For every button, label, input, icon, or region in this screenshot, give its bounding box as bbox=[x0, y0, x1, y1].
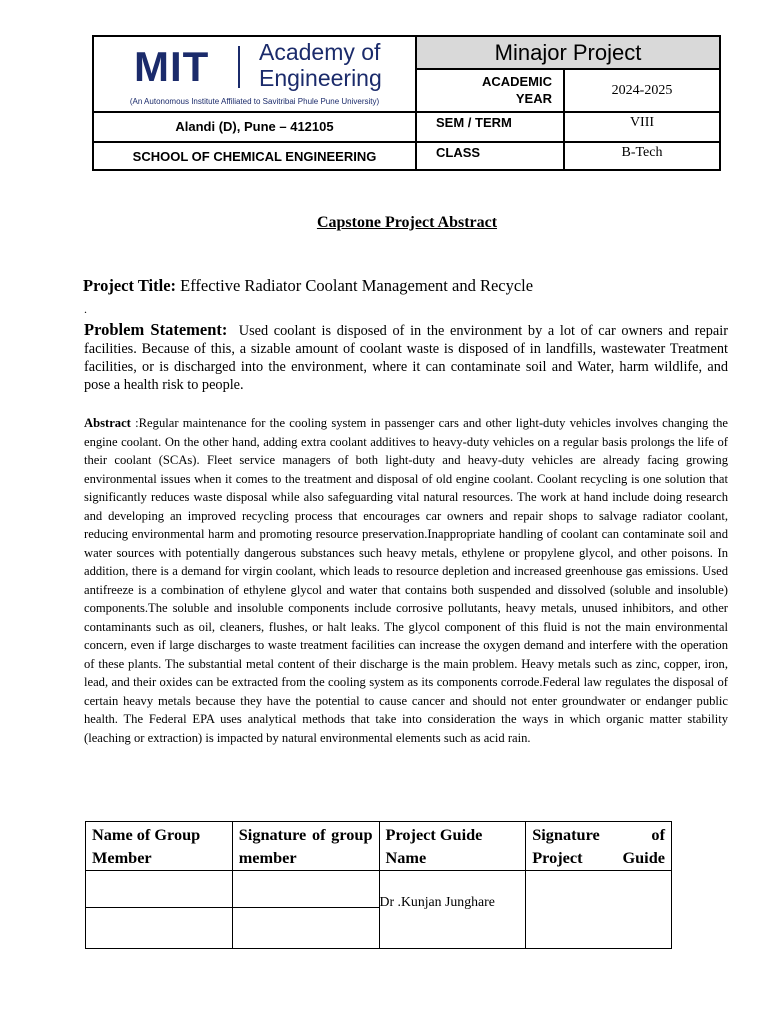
member-name-cell[interactable] bbox=[86, 871, 233, 908]
class-value: B-Tech bbox=[621, 145, 663, 160]
problem-statement bbox=[84, 321, 728, 394]
divider bbox=[563, 68, 565, 171]
logo-mit-text: MIT bbox=[134, 43, 210, 90]
signature-table bbox=[85, 821, 672, 949]
abstract-text: :Regular maintenance for the cooling system in passenger cars and other light-duty vehicles involves changing the engine coolant. On the other hand, adding extra coolant additives to heavy-duty vehicles on a regular basis prolongs the life of their coolant (SCAs). Fleet service managers of both light-duty and heavy-duty vehicles are already facing growing environmental issues when it comes to the treatment and disposal of old engine coolant. Coolant recycling is one solution that significantly reduces waste disposal while also safeguarding vital natural resources. The work at hand include doing research and developing an improved recycling process that encourages car owners and repair shops to salvage radiator coolant, reducing environmental harm and promoting resource preservation.Inappropriate handling of coolant can contaminate soil and water sources with potentially dangerous substances such heavy metals, ethylene or propylene glycol, and other poisons. In addition, there is a demand for virgin coolant, which leads to resource depletion and increased greenhouse gas emissions. Used antifreeze is a combination of ethylene glycol and water that contains both suspended and dissolved (soluble and insoluble) components.The soluble and insoluble components include corrosive pollutants, heavy metals, unused inhibitors, and other contaminants such as oil, cleaners, flushes, or halt leaks. The glycol component of this fluid is not the main environmental concern, even if large discharges to waste treatment facilities can increase the oxygen demand and interfere with the operation of these plants. The substantial metal content of their discharge is the main problem. Heavy metals such as zinc, copper, iron, lead, and their oxides can be extracted from the cooling system as its components corrode.Federal law regulates the disposal of certain heavy metals because they have the potential to cause cancer and should not enter groundwater or endanger public health. The Federal EPA uses analytical methods that take into consideration the ways in which organic matter stability (leaching or extraction) is impacted by natural environmental elements such as acid rain. bbox=[84, 416, 728, 745]
institute-logo bbox=[94, 37, 415, 111]
school-name: SCHOOL OF CHEMICAL ENGINEERING bbox=[132, 149, 377, 164]
column-header: Signature of Project Guide bbox=[526, 822, 672, 871]
guide-name: Dr .Kunjan Junghare bbox=[379, 893, 495, 909]
abstract-label: Abstract bbox=[84, 416, 131, 430]
academic-year-value: 2024-2025 bbox=[611, 83, 673, 98]
academic-year-label-line1: ACADEMIC bbox=[481, 74, 552, 89]
separator-dot: . bbox=[84, 302, 87, 316]
column-header: Name of Group Member bbox=[86, 822, 233, 871]
academic-year-label-line2: YEAR bbox=[515, 91, 552, 106]
divider bbox=[415, 68, 719, 70]
member-name-cell[interactable] bbox=[86, 908, 233, 949]
sem-term-value: VIII bbox=[629, 115, 655, 130]
table-row bbox=[86, 871, 672, 908]
logo-line-2: Engineering bbox=[259, 65, 382, 91]
project-title-label: Project Title: bbox=[83, 276, 177, 295]
logo-subtitle: (An Autonomous Institute Affiliated to Savitribai Phule Pune University) bbox=[129, 97, 380, 106]
document-title: Capstone Project Abstract bbox=[316, 214, 498, 231]
sem-term-label: SEM / TERM bbox=[436, 115, 512, 130]
column-header: Project Guide Name bbox=[379, 822, 526, 871]
project-title bbox=[83, 276, 533, 296]
divider bbox=[94, 111, 719, 113]
guide-name-cell bbox=[379, 871, 526, 949]
divider bbox=[415, 37, 417, 171]
project-type: Minajor Project bbox=[417, 37, 719, 68]
logo-divider bbox=[238, 46, 240, 88]
class-label: CLASS bbox=[436, 145, 481, 160]
problem-statement-label: Problem Statement: bbox=[84, 320, 228, 339]
logo-line-1: Academy of bbox=[259, 39, 381, 65]
column-header: Signature of group member bbox=[232, 822, 379, 871]
table-header-row bbox=[86, 822, 672, 871]
academic-year-label bbox=[417, 70, 563, 111]
divider bbox=[94, 141, 719, 143]
header-table bbox=[92, 35, 721, 171]
project-title-value: Effective Radiator Coolant Management and Recycle bbox=[180, 276, 534, 295]
member-signature-cell[interactable] bbox=[232, 908, 379, 949]
institute-address: Alandi (D), Pune – 412105 bbox=[175, 119, 334, 134]
guide-signature-cell[interactable] bbox=[526, 871, 672, 949]
member-signature-cell[interactable] bbox=[232, 871, 379, 908]
problem-statement-text: Used coolant is disposed of in the environment by a lot of car owners and repair facilities. Because of this, a sizable amount of coolant waste is disposed of in landfills, wastewater Treatment facilities, or is discharged into the environment, where it can contaminate soil and Water, harm wildlife, and pose a health risk to people. bbox=[84, 323, 729, 393]
logo-name bbox=[259, 39, 382, 91]
abstract bbox=[84, 414, 728, 747]
